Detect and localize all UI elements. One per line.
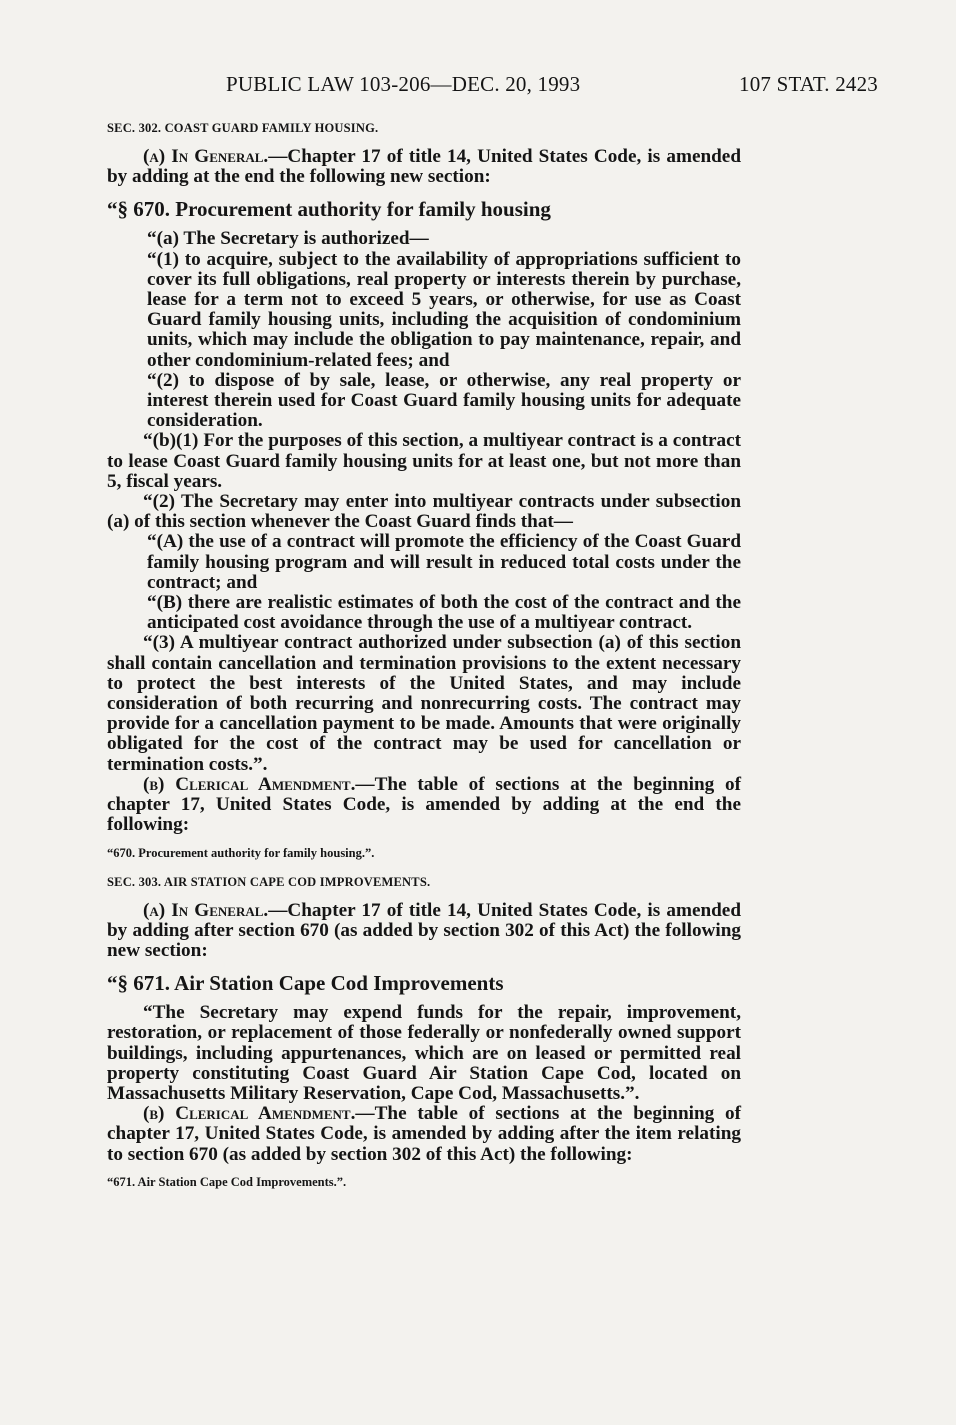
sec671-body: “The Secretary may expend funds for the repair, improvement, restoration, or replacement of those federally or nonfederally owned support buildings, including appurtenances, which are on leased or permitted real property constituting Coast Guard Air Station Cape Cod, located on Massachusetts Military Reservation, Cape Cod, Massachusetts.”. (107, 1002, 741, 1104)
sec302-subsection-a (107, 147, 741, 187)
sec670-b2B: “(B) there are realistic estimates of both the cost of the contract and the anticipated cost avoidance through the use of a multiyear contract. (147, 592, 741, 634)
sec302-b-text: —The table of sections at the beginning of chapter 17, United States Code, is amended by adding at the end the following: (107, 773, 741, 836)
sec302-table-item: “670. Procurement authority for family housing.”. (107, 845, 375, 860)
section-670-heading: “§ 670. Procurement authority for family housing (107, 197, 551, 222)
sec303-b-label: (b) Clerical Amendment. (143, 1103, 356, 1125)
sec670-b1: “(b)(1) For the purposes of this section, a multiyear contract is a contract to lease Coast Guard family housing units for at least one, but not more than 5, fiscal years. (107, 430, 741, 492)
sec670-a-intro: “(a) The Secretary is authorized— (147, 228, 429, 250)
section-302-heading: SEC. 302. COAST GUARD FAMILY HOUSING. (107, 121, 379, 135)
section-303-heading: SEC. 303. AIR STATION CAPE COD IMPROVEMENTS. (107, 874, 431, 889)
running-header (0, 72, 956, 102)
sec303-subsection-b (107, 1104, 741, 1165)
header-stat-page: 107 STAT. 2423 (739, 72, 878, 96)
sec670-b2: “(2) The Secretary may enter into multiyear contracts under subsection (a) of this section whenever the Coast Guard finds that— (107, 491, 741, 533)
sec303-a-label: (a) In General. (143, 899, 269, 921)
sec302-a-label: (a) In General. (143, 146, 269, 167)
section-671-heading: “§ 671. Air Station Cape Cod Improvements (107, 971, 504, 996)
sec302-a-text: —Chapter 17 of title 14, United States Code, is amended by adding at the end the following new section: (107, 146, 741, 188)
sec303-a-text: —Chapter 17 of title 14, United States Code, is amended by adding after section 670 (as added by section 302 of this Act) the following new section: (107, 899, 741, 961)
sec303-subsection-a (107, 901, 741, 962)
sec303-table-item: “671. Air Station Cape Cod Improvements.”. (107, 1174, 347, 1189)
sec302-b-label: (b) Clerical Amendment. (143, 773, 356, 795)
sec302-subsection-b (107, 775, 741, 836)
sec303-b-text: —The table of sections at the beginning of chapter 17, United States Code, is amended by adding after the item relating to section 670 (as added by section 302 of this Act) the following: (107, 1103, 741, 1165)
document-body (107, 118, 741, 1191)
header-law-citation: PUBLIC LAW 103-206—DEC. 20, 1993 (226, 72, 581, 96)
sec670-a2: “(2) to dispose of by sale, lease, or otherwise, any real property or interest therein used for Coast Guard family housing units for adequate consideration. (147, 369, 741, 432)
sec670-a1: “(1) to acquire, subject to the availability of appropriations sufficient to cover its full obligations, real property or interests therein by purchase, lease for a term not to exceed 5 years, or otherwise, for use as Coast Guard family housing units, including the acquisition of condominium units, which may include the obligation to pay maintenance, repair, and other condominium-related fees; and (147, 248, 741, 371)
sec670-b3: “(3) A multiyear contract authorized under subsection (a) of this section shall contain cancellation and termination provisions to the extent necessary to protect the best interests of the United States, and may include consideration of both recurring and nonrecurring costs. The contract may provide for a cancellation payment to be made. Amounts that were originally obligated for the cost of the contract may be used for cancellation or termination costs.”. (107, 632, 741, 775)
sec670-b2A: “(A) the use of a contract will promote the efficiency of the Coast Guard family housing program and will result in reduced total costs under the contract; and (147, 531, 741, 593)
